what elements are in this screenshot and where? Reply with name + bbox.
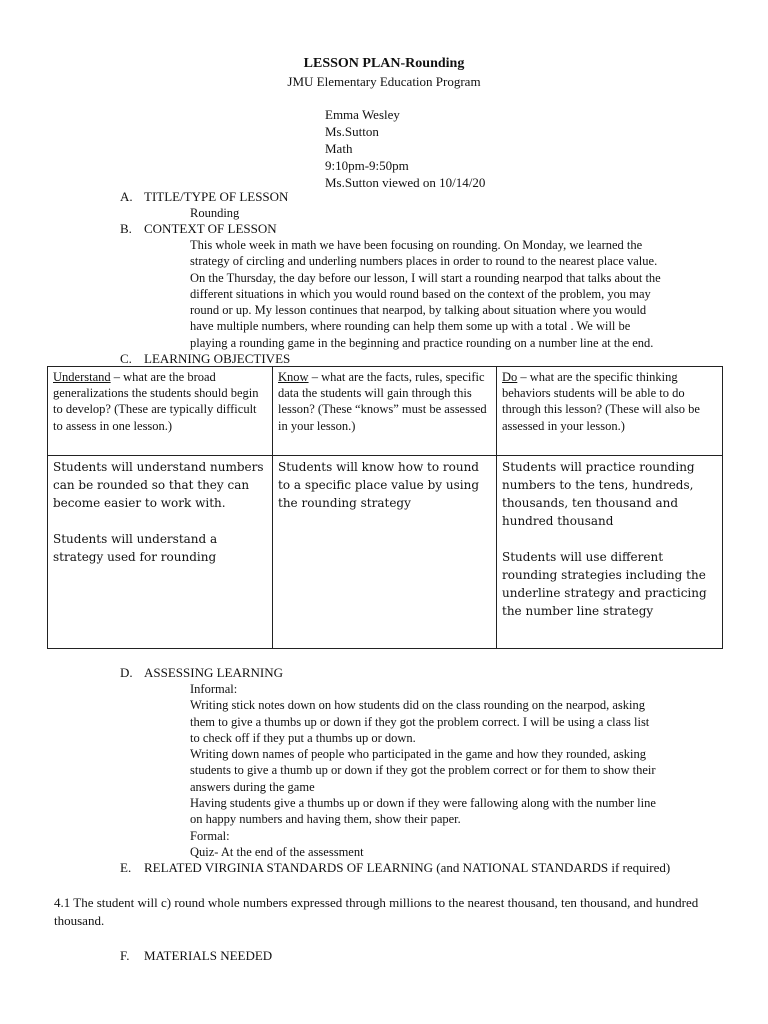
table-row xyxy=(48,456,723,649)
supervisor-name: Ms.Sutton xyxy=(325,124,379,139)
standard-text: 4.1 The student will c) round whole numbers expressed through millions to the nearest thousand, ten thousand, and hundred thousand. xyxy=(54,895,699,928)
section-b-body: This whole week in math we have been focusing on rounding. On Monday, we learned the strategy of circling and underling numbers places in order to round to the nearest place value. On the Thursday, the day before our lesson, I will start a rounding nearpod that talks about the different situations in which you would round based on the context of the problem, you may round or up. My lesson continues that nearpod, by talking about situation where you would have multiple numbers, where rounding can help them some up with a total . We will be playing a rounding game in the beginning and practice rounding on a number line at the end. xyxy=(190,238,661,350)
section-a-body: Rounding xyxy=(190,206,240,220)
section-a-heading: A. TITLE/TYPE OF LESSON xyxy=(120,189,289,204)
section-e-heading: E. RELATED VIRGINIA STANDARDS OF LEARNING (and NATIONAL STANDARDS if required) xyxy=(120,860,671,875)
header-do: Do – what are the specific thinking behaviors students will be able to do through this lesson? (These will also be assessed in your lesson.) xyxy=(497,367,723,456)
header-understand: Understand – what are the broad generalizations the students should begin to develop? (These are typically difficult to assess in one lesson.) xyxy=(48,367,273,456)
section-b-heading: B. CONTEXT OF LESSON xyxy=(120,221,277,236)
lesson-info xyxy=(325,106,485,191)
table-header-row xyxy=(48,367,723,456)
page-subtitle: JMU Elementary Education Program xyxy=(287,74,481,89)
section-f-heading: F. MATERIALS NEEDED xyxy=(120,948,273,963)
header-know: Know – what are the facts, rules, specific data the students will gain through this lesson? (These “knows” must be assessed in your lesson.) xyxy=(273,367,497,456)
subject: Math xyxy=(325,141,353,156)
teacher-name: Emma Wesley xyxy=(325,107,400,122)
section-c-heading: C. LEARNING OBJECTIVES xyxy=(120,351,291,366)
lesson-time: 9:10pm-9:50pm xyxy=(325,158,409,173)
page-title: LESSON PLAN-Rounding xyxy=(303,56,465,71)
cell-understand: Students will understand numbers can be rounded so that they can become easier to work with. Students will understand a strategy used for rounding xyxy=(48,456,273,649)
objectives-table xyxy=(47,366,723,649)
section-d-body: Informal: Writing stick notes down on how students did on the class rounding on the nearpod, asking them to give a thumbs up or down if they got the problem correct. I will be using a class list to check off if they put a thumbs up or down. Writing down names of people who participated in the game and how they rounded, asking students to give a thumb up or down if they got the problem correct or for them to show their answers during the game Having students give a thumbs up or down if they were fallowing along with the number line on happy numbers and having them, show their paper. Formal: Quiz- At the end of the assessment xyxy=(190,682,656,859)
viewed-note: Ms.Sutton viewed on 10/14/20 xyxy=(325,175,486,190)
cell-do: Students will practice rounding numbers to the tens, hundreds, thousands, ten thousand and hundred thousand Students will use different rounding strategies including the underline strategy and practicing the number line strategy xyxy=(497,456,723,649)
section-d-heading: D. ASSESSING LEARNING xyxy=(120,665,284,680)
cell-know: Students will know how to round to a specific place value by using the rounding strategy xyxy=(273,456,497,649)
